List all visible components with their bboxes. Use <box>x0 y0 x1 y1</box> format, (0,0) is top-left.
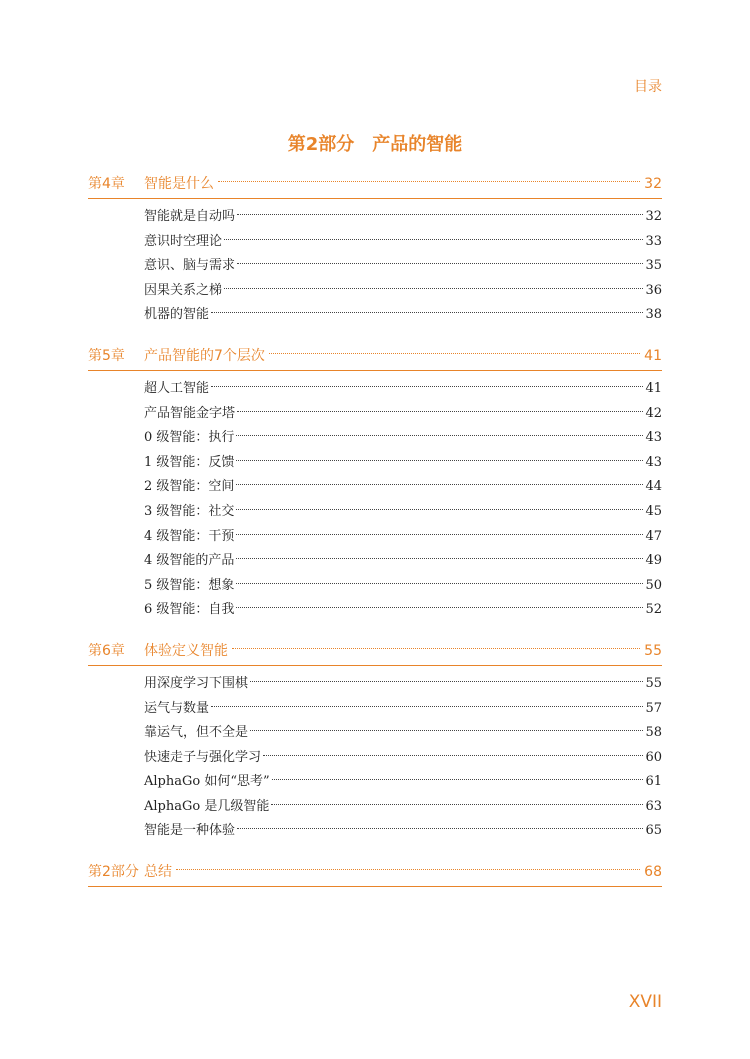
section-page: 50 <box>645 577 662 593</box>
section-page: 41 <box>645 380 662 396</box>
section-entry[interactable] <box>144 426 662 451</box>
chapter-row[interactable] <box>88 637 662 666</box>
section-title: 靠运气，但不全是 <box>144 725 249 741</box>
section-entry[interactable] <box>144 303 662 328</box>
dot-leader <box>237 828 643 829</box>
chapter-title: 总结 <box>144 864 172 881</box>
chapter-row[interactable] <box>88 170 662 199</box>
section-page: 36 <box>645 282 662 298</box>
dot-leader <box>224 239 643 240</box>
section-title: 4 级智能：干预 <box>144 528 235 544</box>
chapter-row[interactable] <box>88 342 662 371</box>
dot-leader <box>211 312 643 313</box>
section-page: 45 <box>645 503 662 519</box>
section-entry[interactable] <box>144 574 662 599</box>
section-entry[interactable] <box>144 549 662 574</box>
section-list <box>88 377 662 623</box>
part-title: 第2部分 产品的智能 <box>287 134 463 155</box>
dot-leader <box>236 460 643 461</box>
section-title: 6 级智能：自我 <box>144 602 235 618</box>
section-title: 0 级智能：执行 <box>144 430 235 446</box>
chapter-page: 55 <box>644 642 662 659</box>
dot-leader <box>236 583 643 584</box>
section-page: 60 <box>645 749 662 765</box>
section-title: 机器的智能 <box>144 307 210 323</box>
section-entry[interactable] <box>144 377 662 402</box>
section-title: 意识时空理论 <box>144 233 223 249</box>
section-title: 超人工智能 <box>144 380 210 396</box>
section-list <box>88 205 662 328</box>
dot-leader <box>232 648 640 649</box>
section-page: 57 <box>645 700 662 716</box>
section-page: 52 <box>645 602 662 618</box>
dot-leader <box>236 534 643 535</box>
dot-leader <box>271 804 643 805</box>
page-number: XVII <box>628 992 662 1012</box>
chapter-page: 32 <box>644 176 662 192</box>
section-title: 5 级智能：想象 <box>144 577 235 593</box>
section-page: 38 <box>645 307 662 323</box>
section-title: 产品智能金字塔 <box>144 405 236 421</box>
chapter-title: 智能是什么 <box>144 176 214 192</box>
section-entry[interactable] <box>144 500 662 525</box>
section-entry[interactable] <box>144 451 662 476</box>
section-entry[interactable] <box>144 721 662 746</box>
section-title: AlphaGo 是几级智能 <box>144 798 270 814</box>
dot-leader <box>250 730 643 731</box>
section-page: 49 <box>645 553 662 569</box>
section-page: 55 <box>645 675 662 691</box>
section-entry[interactable] <box>144 795 662 820</box>
chapter-row[interactable] <box>88 858 662 887</box>
dot-leader <box>211 386 643 387</box>
section-entry[interactable] <box>144 475 662 500</box>
chapter-page: 41 <box>644 347 662 364</box>
chapter-title: 产品智能的7个层次 <box>144 347 265 364</box>
section-list <box>88 672 662 844</box>
section-page: 65 <box>645 823 662 839</box>
section-entry[interactable] <box>144 402 662 427</box>
section-page: 61 <box>645 774 662 790</box>
dot-leader <box>237 411 643 412</box>
chapter-number: 第4章 <box>88 176 125 192</box>
section-entry[interactable] <box>144 254 662 279</box>
section-title: 运气与数量 <box>144 700 210 716</box>
section-title: 2 级智能：空间 <box>144 479 235 495</box>
section-title: 4 级智能的产品 <box>144 553 235 569</box>
chapter-page: 68 <box>644 864 662 881</box>
section-title: 意识、脑与需求 <box>144 258 236 274</box>
dot-leader <box>236 484 643 485</box>
section-title: 智能就是自动吗 <box>144 209 236 224</box>
section-entry[interactable] <box>144 697 662 722</box>
section-page: 47 <box>645 528 662 544</box>
section-title: 用深度学习下围棋 <box>144 675 249 691</box>
section-entry[interactable] <box>144 672 662 697</box>
section-page: 32 <box>645 209 662 224</box>
section-entry[interactable] <box>144 205 662 230</box>
section-entry[interactable] <box>144 279 662 304</box>
dot-leader <box>237 263 643 264</box>
section-title: 因果关系之梯 <box>144 282 223 298</box>
chapter-number: 第2部分 <box>88 864 139 881</box>
section-page: 42 <box>645 405 662 421</box>
section-entry[interactable] <box>144 525 662 550</box>
section-page: 35 <box>645 258 662 274</box>
section-page: 43 <box>645 454 662 470</box>
section-title: 智能是一种体验 <box>144 823 236 839</box>
dot-leader <box>211 706 643 707</box>
dot-leader <box>263 755 643 756</box>
section-entry[interactable] <box>144 746 662 771</box>
section-page: 44 <box>645 479 662 495</box>
dot-leader <box>224 288 643 289</box>
section-page: 63 <box>645 798 662 814</box>
dot-leader <box>250 681 643 682</box>
section-entry[interactable] <box>144 598 662 623</box>
dot-leader <box>272 779 644 780</box>
section-entry[interactable] <box>144 770 662 795</box>
section-page: 33 <box>645 233 662 249</box>
table-of-contents <box>88 170 662 901</box>
chapter-number: 第5章 <box>88 347 125 364</box>
section-entry[interactable] <box>144 230 662 255</box>
running-header: 目录 <box>634 79 662 95</box>
dot-leader <box>236 435 643 436</box>
chapter-number: 第6章 <box>88 642 125 659</box>
dot-leader <box>236 558 643 559</box>
chapter-title: 体验定义智能 <box>144 642 228 659</box>
dot-leader <box>218 181 640 182</box>
dot-leader <box>176 869 640 870</box>
section-entry[interactable] <box>144 819 662 844</box>
dot-leader <box>236 509 643 510</box>
dot-leader <box>269 353 640 354</box>
section-title: 快速走子与强化学习 <box>144 749 262 765</box>
section-title: AlphaGo 如何“思考” <box>144 774 270 790</box>
dot-leader <box>237 214 643 215</box>
section-page: 58 <box>645 725 662 741</box>
section-title: 1 级智能：反馈 <box>144 454 235 470</box>
section-page: 43 <box>645 430 662 446</box>
dot-leader <box>236 607 643 608</box>
section-title: 3 级智能：社交 <box>144 503 235 519</box>
